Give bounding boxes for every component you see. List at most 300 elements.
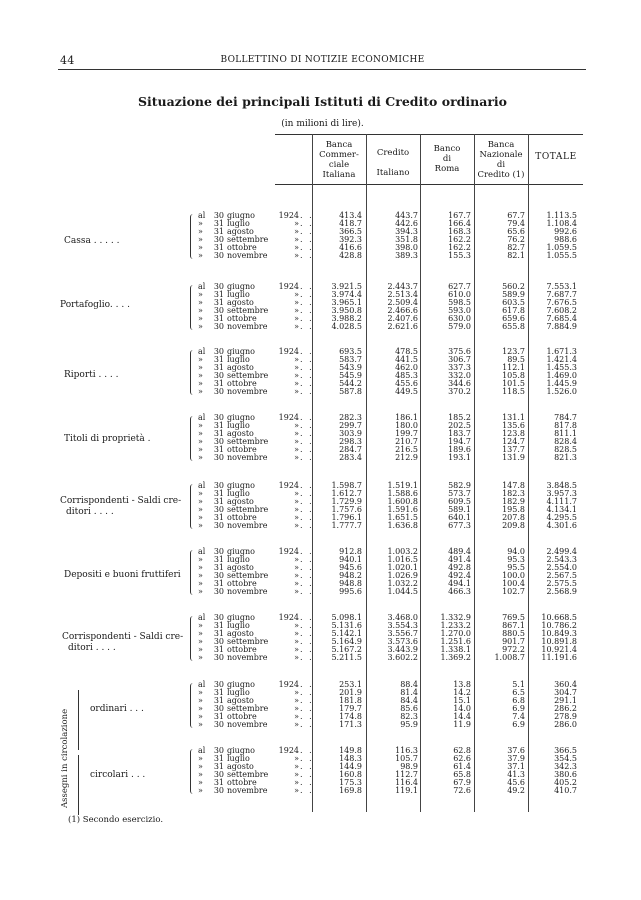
- value-cell: 441.5: [395, 354, 418, 364]
- date-month: settembre: [227, 370, 269, 380]
- date-prefix: »: [198, 520, 203, 530]
- value-cell: 640.1: [448, 512, 471, 522]
- date-day: 31: [213, 313, 224, 323]
- total-cell: 1.113.5: [546, 211, 577, 220]
- date-month: novembre: [227, 520, 268, 530]
- value-cell: 210.7: [395, 436, 418, 446]
- table-row: [0, 364, 641, 372]
- value-cell: 5.131.6: [331, 620, 362, 630]
- value-cell: 598.5: [448, 297, 471, 307]
- leader-dots: . .: [300, 520, 314, 530]
- row-group-label-line: ditori . . . .: [68, 643, 116, 653]
- total-cell: 11.191.6: [541, 652, 577, 662]
- table-row: [0, 388, 641, 396]
- value-cell: 5.211.5: [331, 652, 362, 662]
- date-prefix: al: [198, 347, 206, 356]
- value-cell: 131.9: [502, 452, 525, 462]
- column-header-line: TOTALE: [535, 152, 577, 162]
- value-cell: 67.7: [507, 211, 525, 220]
- value-cell: 351.8: [395, 234, 418, 244]
- date-prefix: »: [198, 777, 203, 787]
- value-cell: 166.4: [448, 218, 471, 228]
- date-year: »: [294, 452, 299, 462]
- value-cell: 41.3: [507, 769, 525, 779]
- date-day: 31: [213, 289, 224, 299]
- value-cell: 216.5: [395, 444, 418, 454]
- leader-dots: . .: [300, 481, 314, 490]
- date-day: 31: [213, 226, 224, 236]
- date-prefix: »: [198, 297, 203, 307]
- value-cell: 693.5: [339, 347, 362, 356]
- row-group-label-line: Titoli di proprietà .: [64, 434, 151, 444]
- value-cell: 180.0: [395, 420, 418, 430]
- value-cell: 416.6: [339, 242, 362, 252]
- value-cell: 1.016.5: [387, 554, 418, 564]
- table-subtitle: (in milioni di lire).: [281, 119, 364, 129]
- value-cell: 901.7: [502, 636, 525, 646]
- date-prefix: »: [198, 620, 203, 630]
- table-row: [0, 713, 641, 721]
- value-cell: 186.1: [395, 413, 418, 422]
- value-cell: 306.7: [448, 354, 471, 364]
- date-month: novembre: [227, 719, 268, 729]
- leader-dots: . .: [300, 586, 314, 596]
- date-prefix: al: [198, 547, 206, 556]
- date-year: »: [294, 620, 299, 630]
- date-prefix: al: [198, 746, 206, 755]
- date-month: settembre: [227, 504, 269, 514]
- value-cell: 298.3: [339, 436, 362, 446]
- value-cell: 72.6: [453, 785, 471, 795]
- date-month: agosto: [227, 496, 254, 506]
- table-row: [0, 356, 641, 364]
- leader-dots: . .: [300, 547, 314, 556]
- value-cell: 1.044.5: [387, 586, 418, 596]
- vertical-label-text: Assegni in circolazione: [60, 708, 70, 808]
- date-day: 30: [213, 520, 224, 530]
- date-month: agosto: [227, 761, 254, 771]
- date-prefix: »: [198, 562, 203, 572]
- leader-dots: . .: [300, 488, 314, 498]
- value-cell: 2.407.6: [387, 313, 418, 323]
- value-cell: 65.8: [453, 769, 471, 779]
- value-cell: 149.8: [339, 746, 362, 755]
- date-year: 1924: [278, 211, 299, 220]
- date-month: ottobre: [227, 578, 257, 588]
- date-month: novembre: [227, 386, 268, 396]
- total-cell: 3.957.3: [546, 488, 577, 498]
- value-cell: 389.3: [395, 250, 418, 260]
- table-row: [0, 220, 641, 228]
- date-month: ottobre: [227, 444, 257, 454]
- date-month: agosto: [227, 362, 254, 372]
- value-cell: 207.8: [502, 512, 525, 522]
- value-cell: 175.3: [339, 777, 362, 787]
- column-header-line: di: [442, 154, 452, 164]
- leader-dots: . .: [300, 636, 314, 646]
- value-cell: 14.4: [453, 711, 471, 721]
- date-prefix: »: [198, 570, 203, 580]
- total-cell: 7.884.9: [546, 321, 577, 331]
- date-month: luglio: [227, 488, 250, 498]
- date-year: »: [294, 554, 299, 564]
- column-header-line: Banca: [487, 140, 515, 150]
- date-day: 31: [213, 218, 224, 228]
- total-cell: 304.7: [554, 687, 577, 697]
- date-day: 31: [213, 488, 224, 498]
- value-cell: 1.251.6: [440, 636, 471, 646]
- value-cell: 940.1: [339, 554, 362, 564]
- date-year: »: [294, 242, 299, 252]
- total-cell: 7.553.1: [546, 282, 577, 291]
- value-cell: 105.7: [395, 753, 418, 763]
- value-cell: 948.2: [339, 570, 362, 580]
- date-month: giugno: [227, 413, 255, 422]
- leader-dots: . .: [300, 554, 314, 564]
- date-year: »: [294, 761, 299, 771]
- leader-dots: . .: [300, 680, 314, 689]
- table-row: [0, 564, 641, 572]
- date-prefix: al: [198, 413, 206, 422]
- date-year: »: [294, 234, 299, 244]
- date-prefix: »: [198, 378, 203, 388]
- date-month: novembre: [227, 586, 268, 596]
- date-month: agosto: [227, 628, 254, 638]
- date-month: giugno: [227, 547, 255, 556]
- value-cell: 98.9: [400, 761, 418, 771]
- date-year: »: [294, 354, 299, 364]
- leader-dots: . .: [300, 628, 314, 638]
- footnote: (1) Secondo esercizio.: [68, 815, 164, 825]
- value-cell: 912.8: [339, 547, 362, 556]
- value-cell: 105.8: [502, 370, 525, 380]
- date-month: giugno: [227, 282, 255, 291]
- table-row: [0, 588, 641, 596]
- table-row: [0, 697, 641, 705]
- leader-dots: . .: [300, 719, 314, 729]
- date-day: 31: [213, 628, 224, 638]
- date-day: 30: [213, 719, 224, 729]
- date-month: giugno: [227, 680, 255, 689]
- value-cell: 1.591.6: [387, 504, 418, 514]
- leader-dots: . .: [300, 354, 314, 364]
- date-prefix: »: [198, 305, 203, 315]
- date-day: 31: [213, 354, 224, 364]
- date-prefix: al: [198, 680, 206, 689]
- value-cell: 489.4: [448, 547, 471, 556]
- value-cell: 1.338.1: [440, 644, 471, 654]
- leader-dots: . .: [300, 753, 314, 763]
- value-cell: 100.4: [502, 578, 525, 588]
- date-prefix: »: [198, 628, 203, 638]
- value-cell: 94.0: [507, 547, 525, 556]
- date-prefix: »: [198, 512, 203, 522]
- date-prefix: »: [198, 444, 203, 454]
- leader-dots: . .: [300, 305, 314, 315]
- date-year: »: [294, 386, 299, 396]
- value-cell: 428.8: [339, 250, 362, 260]
- date-day: 30: [213, 321, 224, 331]
- page-number: 44: [60, 54, 75, 67]
- date-day: 31: [213, 297, 224, 307]
- date-month: ottobre: [227, 512, 257, 522]
- value-cell: 37.1: [507, 761, 525, 771]
- date-prefix: »: [198, 226, 203, 236]
- table-row: [0, 771, 641, 779]
- date-day: 30: [213, 703, 224, 713]
- leader-dots: . .: [300, 777, 314, 787]
- date-prefix: »: [198, 586, 203, 596]
- date-month: agosto: [227, 226, 254, 236]
- date-year: »: [294, 218, 299, 228]
- value-cell: 544.2: [339, 378, 362, 388]
- table-row: [0, 252, 641, 260]
- total-cell: 10.921.4: [541, 644, 577, 654]
- total-cell: 1.445.9: [546, 378, 577, 388]
- date-day: 30: [213, 680, 224, 689]
- leader-dots: . .: [300, 234, 314, 244]
- date-day: 30: [213, 769, 224, 779]
- date-month: novembre: [227, 250, 268, 260]
- date-day: 30: [213, 250, 224, 260]
- date-day: 30: [213, 613, 224, 622]
- date-year: »: [294, 769, 299, 779]
- date-day: 31: [213, 496, 224, 506]
- value-cell: 6.9: [512, 719, 525, 729]
- total-cell: 2.543.3: [546, 554, 577, 564]
- date-day: 31: [213, 362, 224, 372]
- date-prefix: »: [198, 428, 203, 438]
- total-cell: 1.421.4: [546, 354, 577, 364]
- date-month: luglio: [227, 354, 250, 364]
- value-cell: 6.5: [512, 687, 525, 697]
- value-cell: 37.6: [507, 746, 525, 755]
- date-year: »: [294, 570, 299, 580]
- date-day: 30: [213, 785, 224, 795]
- table-row: [0, 323, 641, 331]
- vertical-group-bar: [78, 755, 79, 815]
- table-row: [0, 236, 641, 244]
- total-cell: 1.059.5: [546, 242, 577, 252]
- leader-dots: . .: [300, 769, 314, 779]
- date-prefix: »: [198, 504, 203, 514]
- leader-dots: . .: [300, 444, 314, 454]
- total-cell: 360.4: [554, 680, 577, 689]
- date-year: 1924: [278, 282, 299, 291]
- table-row: [0, 380, 641, 388]
- value-cell: 182.9: [502, 496, 525, 506]
- value-cell: 284.7: [339, 444, 362, 454]
- date-prefix: »: [198, 554, 203, 564]
- total-cell: 10.786.2: [541, 620, 577, 630]
- date-month: agosto: [227, 428, 254, 438]
- table-row: [0, 307, 641, 315]
- table-top-rule: [275, 134, 583, 135]
- date-month: ottobre: [227, 378, 257, 388]
- value-cell: 1.270.0: [440, 628, 471, 638]
- value-cell: 344.6: [448, 378, 471, 388]
- value-cell: 1.332.9: [440, 613, 471, 622]
- value-cell: 189.6: [448, 444, 471, 454]
- date-year: »: [294, 250, 299, 260]
- total-cell: 1.526.0: [546, 386, 577, 396]
- column-header: [474, 140, 528, 180]
- value-cell: 443.7: [395, 211, 418, 220]
- total-cell: 2.554.0: [546, 562, 577, 572]
- total-cell: 4.111.7: [546, 496, 577, 506]
- value-cell: 102.7: [502, 586, 525, 596]
- date-prefix: »: [198, 354, 203, 364]
- date-year: »: [294, 436, 299, 446]
- total-cell: 1.455.3: [546, 362, 577, 372]
- date-day: 30: [213, 452, 224, 462]
- date-day: 31: [213, 420, 224, 430]
- value-cell: 282.3: [339, 413, 362, 422]
- date-month: giugno: [227, 211, 255, 220]
- date-day: 30: [213, 436, 224, 446]
- date-day: 30: [213, 386, 224, 396]
- value-cell: 972.2: [502, 644, 525, 654]
- total-cell: 828.4: [554, 436, 577, 446]
- date-day: 30: [213, 586, 224, 596]
- date-day: 30: [213, 547, 224, 556]
- value-cell: 193.1: [448, 452, 471, 462]
- value-cell: 442.6: [395, 218, 418, 228]
- date-year: »: [294, 687, 299, 697]
- value-cell: 89.5: [507, 354, 525, 364]
- leader-dots: . .: [300, 428, 314, 438]
- date-year: »: [294, 719, 299, 729]
- value-cell: 655.8: [502, 321, 525, 331]
- value-cell: 462.0: [395, 362, 418, 372]
- value-cell: 769.5: [502, 613, 525, 622]
- date-day: 31: [213, 687, 224, 697]
- value-cell: 11.9: [453, 719, 471, 729]
- table-row: [0, 522, 641, 530]
- date-prefix: al: [198, 282, 206, 291]
- value-cell: 195.8: [502, 504, 525, 514]
- value-cell: 1.026.9: [387, 570, 418, 580]
- value-cell: 116.3: [395, 746, 418, 755]
- value-cell: 3.443.9: [387, 644, 418, 654]
- date-year: 1924: [278, 746, 299, 755]
- table-row: [0, 755, 641, 763]
- date-month: luglio: [227, 753, 250, 763]
- table-row: [0, 580, 641, 588]
- date-day: 31: [213, 644, 224, 654]
- date-day: 31: [213, 444, 224, 454]
- value-cell: 1.777.7: [331, 520, 362, 530]
- value-cell: 3.921.5: [331, 282, 362, 291]
- leader-dots: . .: [300, 613, 314, 622]
- total-cell: 7.608.2: [546, 305, 577, 315]
- value-cell: 62.6: [453, 753, 471, 763]
- leader-dots: . .: [300, 313, 314, 323]
- value-cell: 394.3: [395, 226, 418, 236]
- value-cell: 1.032.2: [387, 578, 418, 588]
- leader-dots: . .: [300, 512, 314, 522]
- value-cell: 3.556.7: [387, 628, 418, 638]
- value-cell: 1.796.1: [331, 512, 362, 522]
- value-cell: 160.8: [339, 769, 362, 779]
- value-cell: 61.4: [453, 761, 471, 771]
- date-month: ottobre: [227, 777, 257, 787]
- date-prefix: »: [198, 711, 203, 721]
- value-cell: 995.6: [339, 586, 362, 596]
- date-day: 30: [213, 636, 224, 646]
- value-cell: 67.9: [453, 777, 471, 787]
- date-prefix: »: [198, 652, 203, 662]
- date-month: agosto: [227, 562, 254, 572]
- total-cell: 278.9: [554, 711, 577, 721]
- value-cell: 1.369.2: [440, 652, 471, 662]
- date-prefix: »: [198, 242, 203, 252]
- table-row: [0, 422, 641, 430]
- value-cell: 123.8: [502, 428, 525, 438]
- date-month: novembre: [227, 652, 268, 662]
- value-cell: 6.9: [512, 703, 525, 713]
- date-day: 30: [213, 746, 224, 755]
- date-year: »: [294, 512, 299, 522]
- date-day: 30: [213, 234, 224, 244]
- value-cell: 76.2: [507, 234, 525, 244]
- date-day: 31: [213, 777, 224, 787]
- date-prefix: »: [198, 496, 203, 506]
- total-cell: 811.1: [554, 428, 577, 438]
- date-day: 30: [213, 652, 224, 662]
- value-cell: 1.020.1: [387, 562, 418, 572]
- vertical-group-bar: [78, 690, 79, 750]
- date-month: agosto: [227, 297, 254, 307]
- column-header-line: Credito: [376, 148, 410, 158]
- table-row: [0, 548, 641, 556]
- table-row: [0, 490, 641, 498]
- date-prefix: »: [198, 420, 203, 430]
- total-cell: 7.685.4: [546, 313, 577, 323]
- total-cell: 342.3: [554, 761, 577, 771]
- date-day: 30: [213, 504, 224, 514]
- value-cell: 3.573.6: [387, 636, 418, 646]
- value-cell: 179.7: [339, 703, 362, 713]
- leader-dots: . .: [300, 282, 314, 291]
- leader-dots: . .: [300, 370, 314, 380]
- table-row: [0, 514, 641, 522]
- value-cell: 3.554.3: [387, 620, 418, 630]
- value-cell: 85.6: [400, 703, 418, 713]
- total-cell: 286.2: [554, 703, 577, 713]
- value-cell: 455.6: [395, 378, 418, 388]
- column-header: [366, 148, 420, 178]
- date-year: »: [294, 628, 299, 638]
- value-cell: 123.7: [502, 347, 525, 356]
- leader-dots: . .: [300, 687, 314, 697]
- date-year: »: [294, 644, 299, 654]
- column-header-line: ciale: [328, 160, 350, 170]
- value-cell: 5.142.1: [331, 628, 362, 638]
- leader-dots: . .: [300, 413, 314, 422]
- value-cell: 2.509.4: [387, 297, 418, 307]
- value-cell: 209.8: [502, 520, 525, 530]
- value-cell: 583.7: [339, 354, 362, 364]
- table-row: [0, 498, 641, 506]
- value-cell: 398.0: [395, 242, 418, 252]
- row-group-label-line: Cassa . . . . .: [64, 236, 120, 246]
- leader-dots: . .: [300, 570, 314, 580]
- table-row: [0, 779, 641, 787]
- date-prefix: »: [198, 703, 203, 713]
- table-row: [0, 747, 641, 755]
- date-month: settembre: [227, 234, 269, 244]
